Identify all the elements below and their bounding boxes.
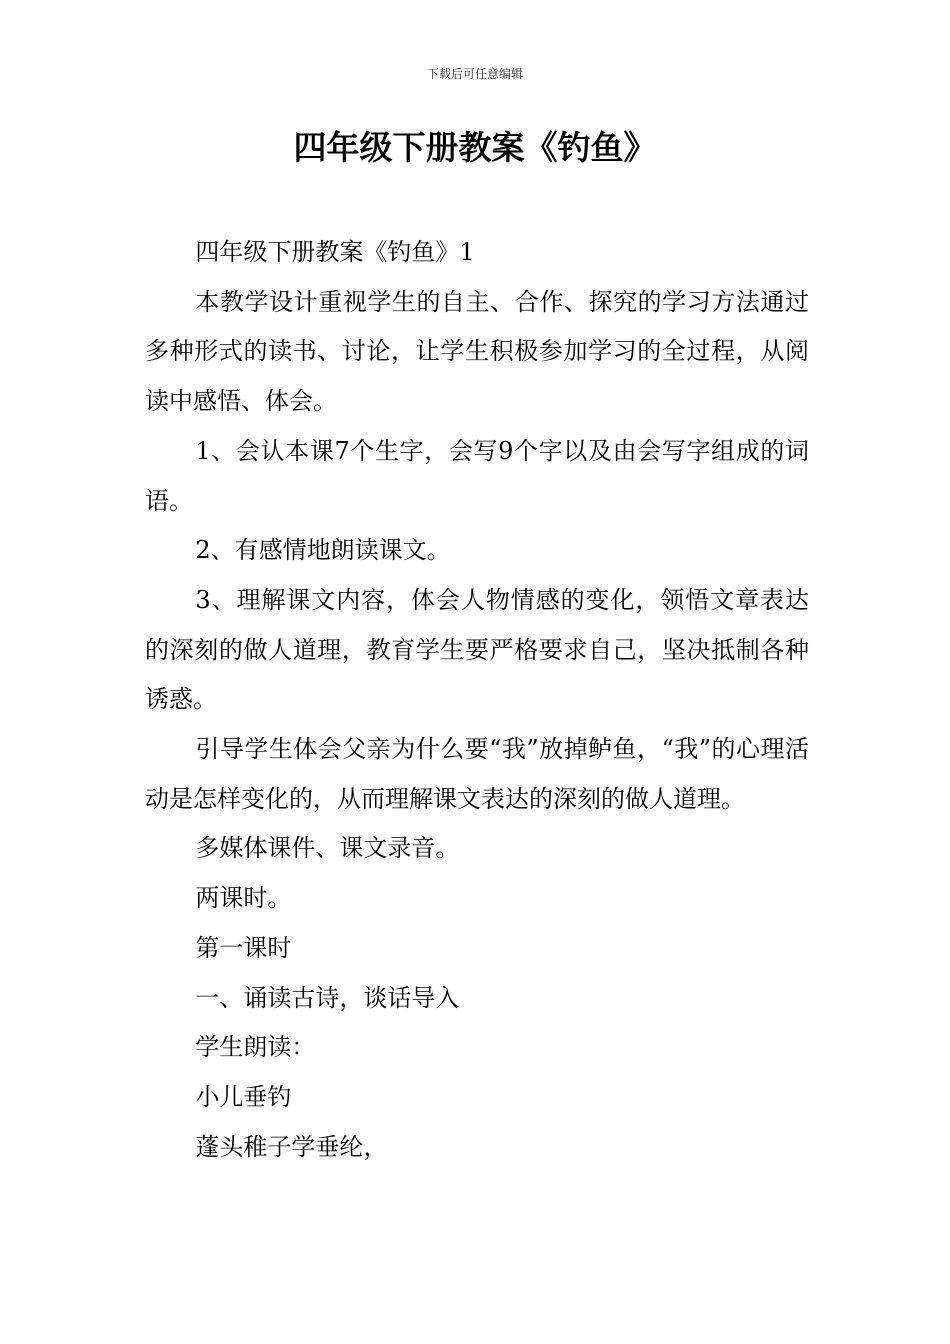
paragraph-objective-3: 3、理解课文内容，体会人物情感的变化，领悟文章表达的深刻的做人道理，教育学生要严格要求自己，坚决抵制各种诱惑。 [145,585,809,714]
paragraph-materials: 多媒体课件、课文录音。 [195,834,460,863]
paragraph-poem-title: 小儿垂钓 [195,1082,292,1111]
paragraph-subtitle: 四年级下册教案《钓鱼》1 [195,238,475,266]
paragraph-key-point: 引导学生体会父亲为什么要“我”放掉鲈鱼，“我”的心理活动是怎样变化的，从而理解课文表达的深刻的做人道理。 [145,735,809,813]
header-note: 下载后可任意编辑 [426,67,523,81]
paragraph-section-heading: 一、诵读古诗，谈话导入 [195,983,460,1012]
document-body [145,228,809,1172]
paragraph-duration: 两课时。 [195,884,292,913]
paragraph-objective-2: 2、有感情地朗读课文。 [195,536,451,565]
document-title: 四年级下册教案《钓鱼》 [293,128,657,167]
paragraph-first-lesson: 第一课时 [195,933,292,962]
paragraph-objective-1: 1、会认本课7个生字，会写9个字以及由会写字组成的词语。 [145,436,809,515]
paragraph-poem-line-1: 蓬头稚子学垂纶， [195,1132,388,1161]
paragraph-design-intro: 本教学设计重视学生的自主、合作、探究的学习方法通过多种形式的读书、讨论，让学生积极参加学习的全过程，从阅读中感悟、体会。 [145,287,809,416]
paragraph-student-reading: 学生朗读： [195,1033,316,1062]
